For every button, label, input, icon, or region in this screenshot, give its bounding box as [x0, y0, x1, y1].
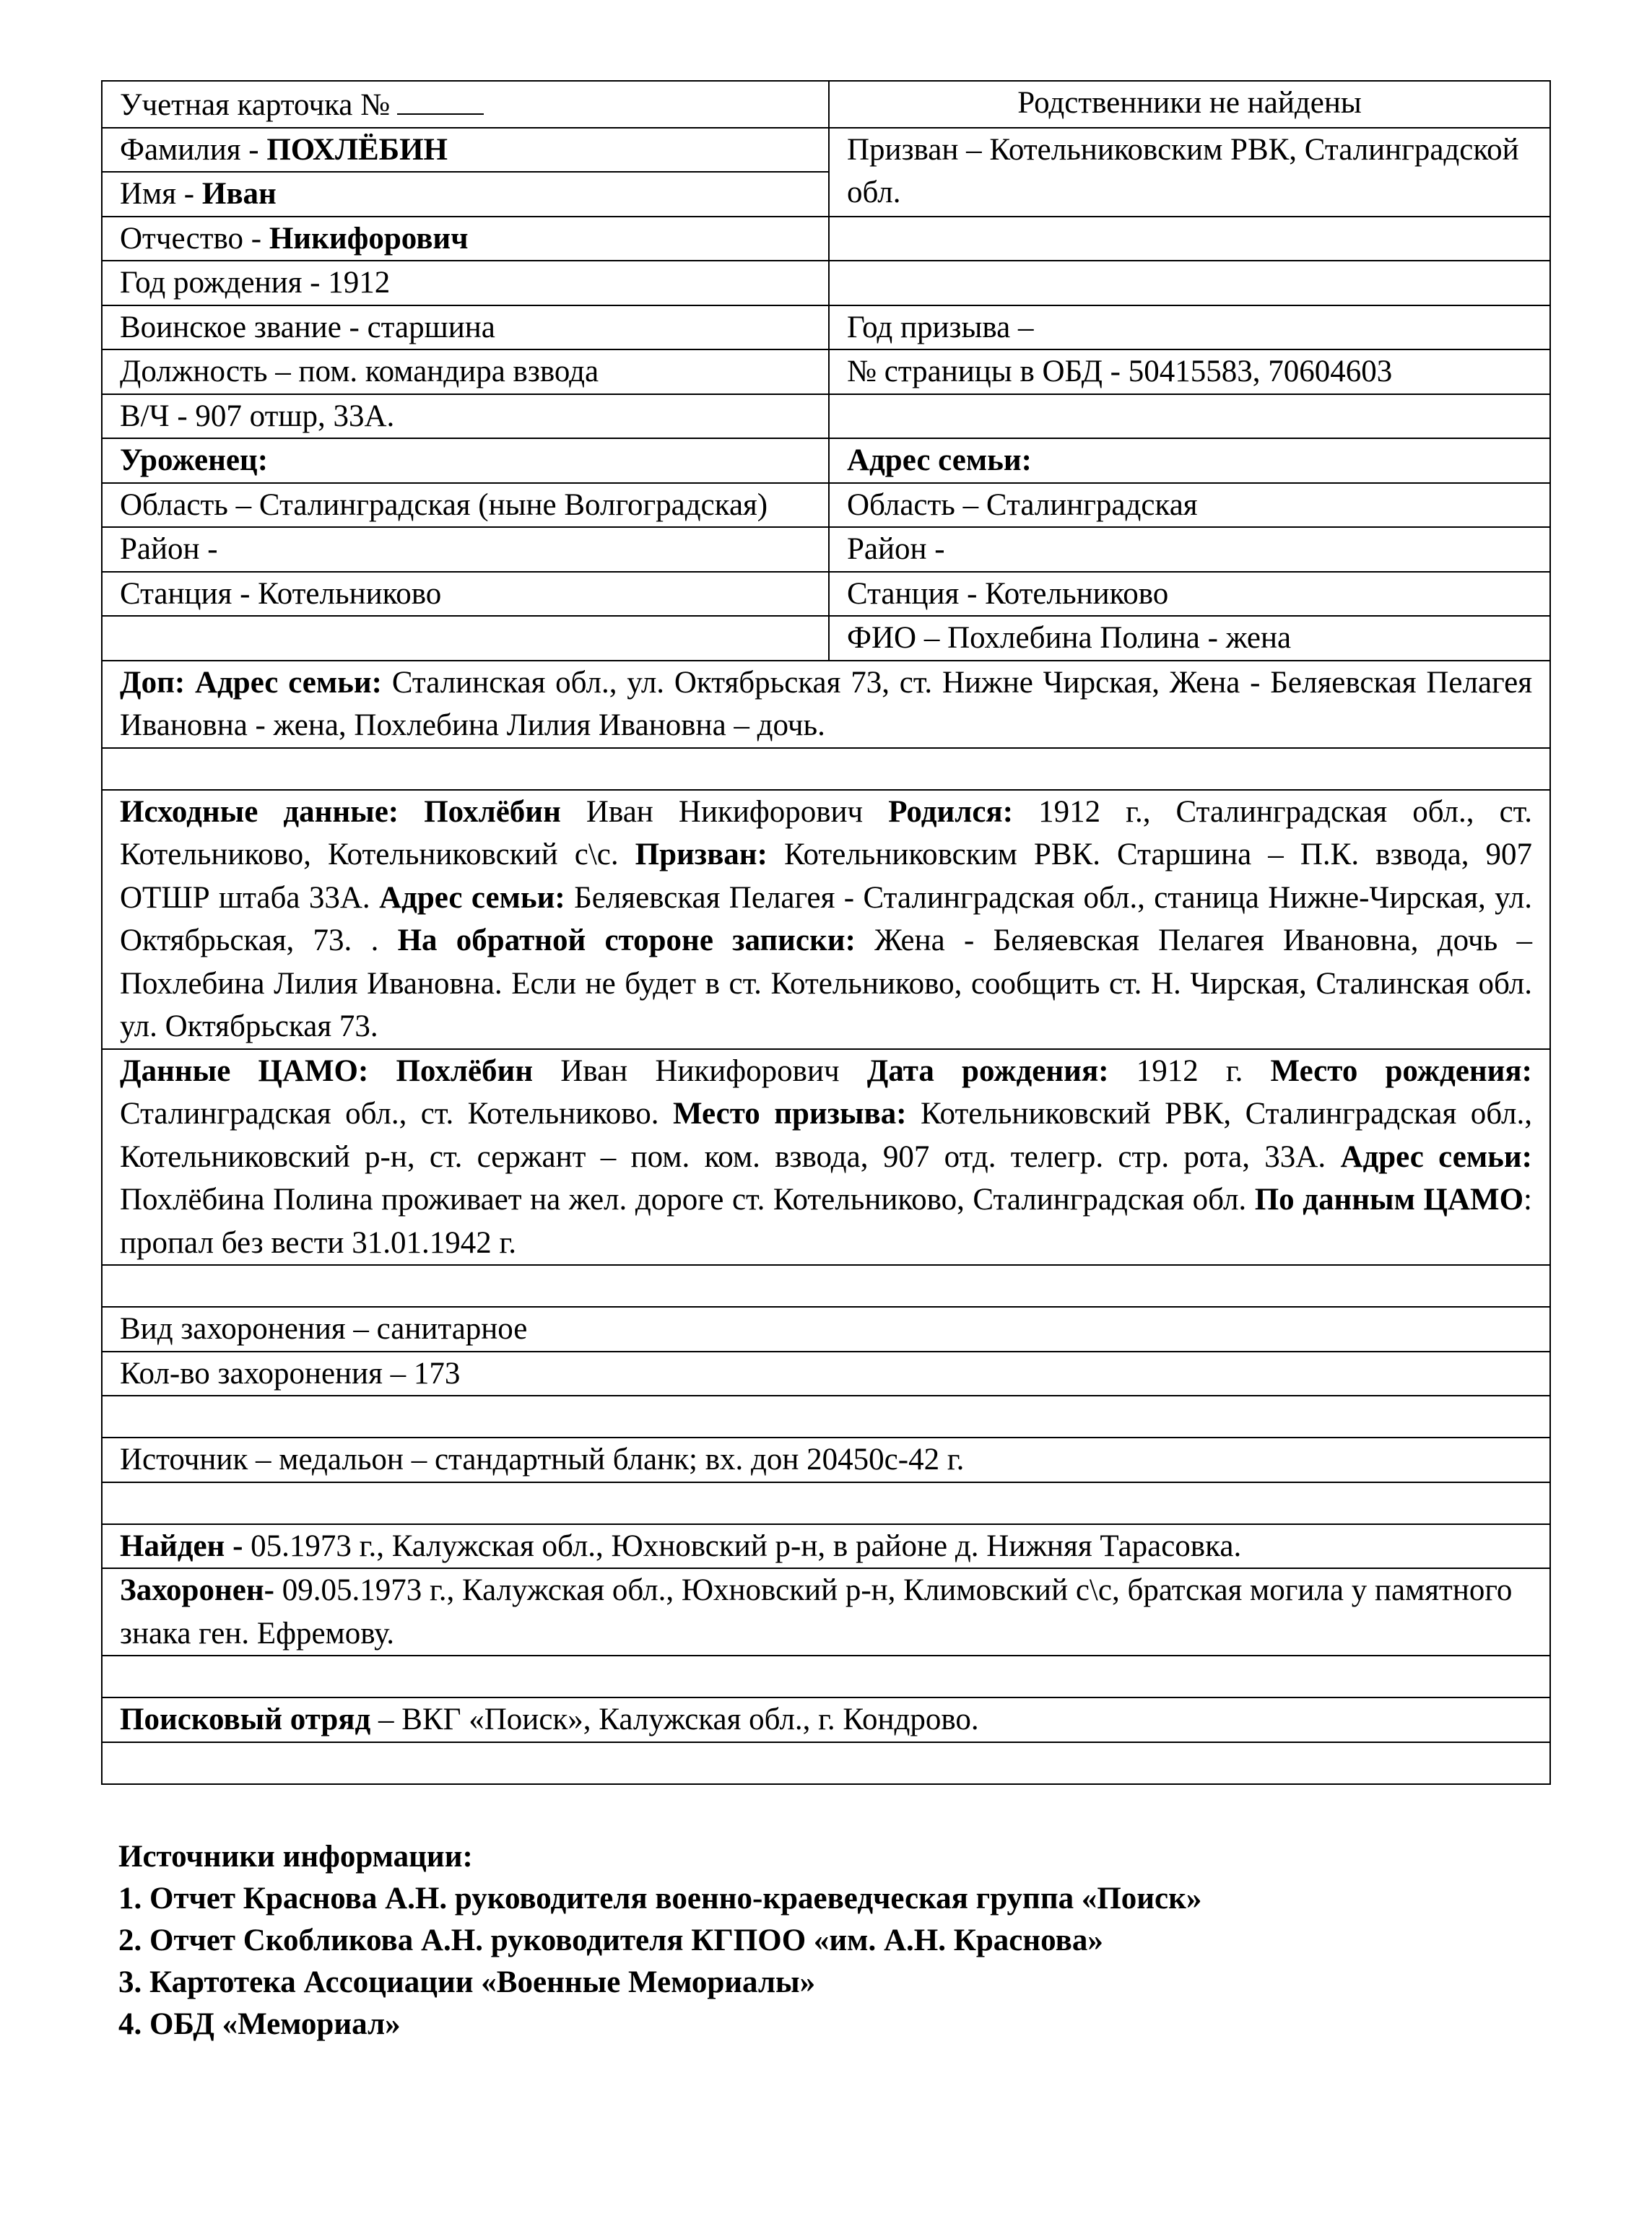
card-number-cell: [102, 81, 829, 128]
born-label: Родился:: [888, 794, 1014, 829]
native-station: Станция - Котельниково: [102, 572, 829, 617]
tsamo-text: 1912 г.: [1108, 1053, 1271, 1088]
family-station: Станция - Котельниково: [829, 572, 1550, 617]
empty-cell: [102, 616, 829, 661]
buried-text: 09.05.1973 г., Калужская обл., Юхновский р-н, Климовский с\с, братская могила у памятного знака ген. Ефремову.: [120, 1573, 1513, 1651]
tsamo-text: Сталинградская обл., ст. Котельниково.: [120, 1097, 673, 1131]
tsamo-paragraph: [102, 1049, 1550, 1266]
family-address-label: Адрес семьи:: [1340, 1139, 1532, 1174]
empty-row: [102, 1265, 1550, 1307]
patronymic-cell: [102, 217, 829, 261]
header-row: [102, 81, 1550, 128]
surname-cell: [102, 128, 829, 173]
empty-row: [102, 748, 1550, 790]
source-data-text: 1912 г., Сталинградская обл., ст. Котельниково, Котельниковский с\с.: [120, 794, 1532, 871]
native-header-cell: [102, 438, 829, 483]
family-district: Район -: [829, 527, 1550, 572]
native-header: Уроженец:: [120, 443, 269, 477]
empty-row: [102, 1742, 1550, 1784]
burial-count: Кол-во захоронения – 173: [102, 1352, 1550, 1396]
obd-pages: № страницы в ОБД - 50415583, 70604603: [829, 349, 1550, 394]
family-address-label: Адрес семьи:: [379, 880, 565, 915]
conscription-year: Год призыва –: [829, 305, 1550, 350]
native-region: Область – Сталинградская (ныне Волгоградская): [102, 483, 829, 528]
conscripted-label: Призван:: [635, 838, 768, 871]
additional-family-address: [102, 661, 1550, 748]
surname-label: Фамилия -: [120, 132, 267, 167]
family-address-header-cell: [829, 438, 1550, 483]
name-cell: [102, 172, 829, 217]
buried-label: Захоронен-: [120, 1573, 274, 1607]
per-tsamo-label: По данным ЦАМО: [1254, 1183, 1524, 1217]
family-region: Область – Сталинградская: [829, 483, 1550, 528]
source-data-paragraph: [102, 790, 1550, 1049]
search-team-row: [102, 1697, 1550, 1742]
info-source-item: 3. Картотека Ассоциации «Военные Мемориалы»: [118, 1965, 816, 1999]
buried-row: [102, 1568, 1550, 1656]
name-label: Имя -: [120, 177, 202, 211]
tsamo-text: Похлёбина Полина проживает на жел. дороге ст. Котельниково, Сталинградская обл.: [120, 1183, 1255, 1217]
empty-cell: [829, 217, 1550, 261]
found-label: Найден -: [120, 1529, 243, 1563]
tsamo-surname: Похлёбин: [368, 1053, 534, 1088]
native-district: Район -: [102, 527, 829, 572]
source-data-text: Жена - Беляевская Пелагея Ивановна, дочь – Похлебина Лилия Ивановна. Если не будет в ст. Котельниково, сообщить ст. Н. Чирская, Сталинская обл. ул. Октябрьская 73.: [120, 923, 1533, 1043]
source-data-surname: Похлёбин: [399, 794, 561, 829]
info-source-item: 4. ОБД «Мемориал»: [118, 2007, 401, 2041]
tsamo-text: Котельниковский РВК, Сталинградская обл., Котельниковский р-н, ст. сержант – пом. ком. взвода, 907 отд. телегр. стр. рота, 33А.: [120, 1097, 1532, 1174]
source-medallion: Источник – медальон – стандартный бланк; вх. дон 20450с-42 г.: [102, 1438, 1550, 1482]
relatives-status: Родственники не найдены: [829, 81, 1550, 128]
military-rank: Воинское звание - старшина: [102, 305, 829, 350]
source-data-text: Беляевская Пелагея - Сталинградская обл., станица Нижне-Чирская, ул. Октябрьская, 73. .: [120, 880, 1532, 957]
poc-label: Место призыва:: [673, 1097, 907, 1131]
info-source-item: 2. Отчет Скобликова А.Н. руководителя КГПОО «им. А.Н. Краснова»: [118, 1923, 1103, 1957]
empty-row: [102, 1482, 1550, 1524]
surname-value: ПОХЛЁБИН: [266, 132, 448, 167]
military-unit: В/Ч - 907 отшр, 33А.: [102, 394, 829, 439]
family-fio: ФИО – Похлебина Полина - жена: [829, 616, 1550, 661]
empty-row: [102, 1396, 1550, 1438]
search-team-label: Поисковый отряд: [120, 1703, 371, 1736]
burial-type: Вид захоронения – санитарное: [102, 1307, 1550, 1352]
info-sources: [118, 1836, 1201, 2045]
card-number-label: Учетная карточка №: [120, 88, 391, 122]
found-text: 05.1973 г., Калужская обл., Юхновский р-н, в районе д. Нижняя Тарасовка.: [243, 1529, 1242, 1563]
info-sources-title: Источники информации:: [118, 1840, 473, 1874]
conscripted-by: Призван – Котельниковским РВК, Сталинградской обл.: [829, 128, 1550, 217]
card-number-blank: [397, 82, 484, 115]
search-team-text: – ВКГ «Поиск», Калужская обл., г. Кондрово.: [370, 1703, 979, 1736]
info-source-item: 1. Отчет Краснова А.Н. руководителя военно-краеведческая группа «Поиск»: [118, 1882, 1202, 1916]
record-card-table: [101, 80, 1551, 1785]
empty-cell: [829, 261, 1550, 305]
position: Должность – пом. командира взвода: [102, 349, 829, 394]
empty-cell: [829, 394, 1550, 439]
empty-row: [102, 1656, 1550, 1697]
tsamo-text: : пропал без вести 31.01.1942 г.: [120, 1183, 1532, 1260]
tsamo-text: Иван Никифорович: [533, 1053, 867, 1088]
found-row: [102, 1524, 1550, 1569]
dob-label: Дата рождения:: [866, 1053, 1109, 1088]
patronymic-label: Отчество -: [120, 221, 269, 256]
patronymic-value: Никифорович: [269, 221, 469, 256]
additional-label: Доп: Адрес семьи:: [120, 665, 383, 700]
birth-year: Год рождения - 1912: [102, 261, 829, 305]
back-side-label: На обратной стороне записки:: [397, 923, 856, 957]
family-address-header: Адрес семьи:: [847, 443, 1032, 477]
tsamo-label: Данные ЦАМО:: [120, 1053, 369, 1088]
source-data-text: Иван Никифорович: [560, 794, 889, 829]
source-data-text: Котельниковским РВК. Старшина – П.К. взвода, 907 ОТШР штаба 33А.: [120, 838, 1532, 915]
name-value: Иван: [201, 177, 277, 211]
additional-text: Сталинская обл., ул. Октябрьская 73, ст. Нижне Чирская, Жена - Беляевская Пелагея Ивановна - жена, Похлебина Лилия Ивановна – дочь.: [120, 665, 1532, 742]
source-data-label: Исходные данные:: [120, 794, 399, 829]
pob-label: Место рождения:: [1270, 1053, 1532, 1088]
